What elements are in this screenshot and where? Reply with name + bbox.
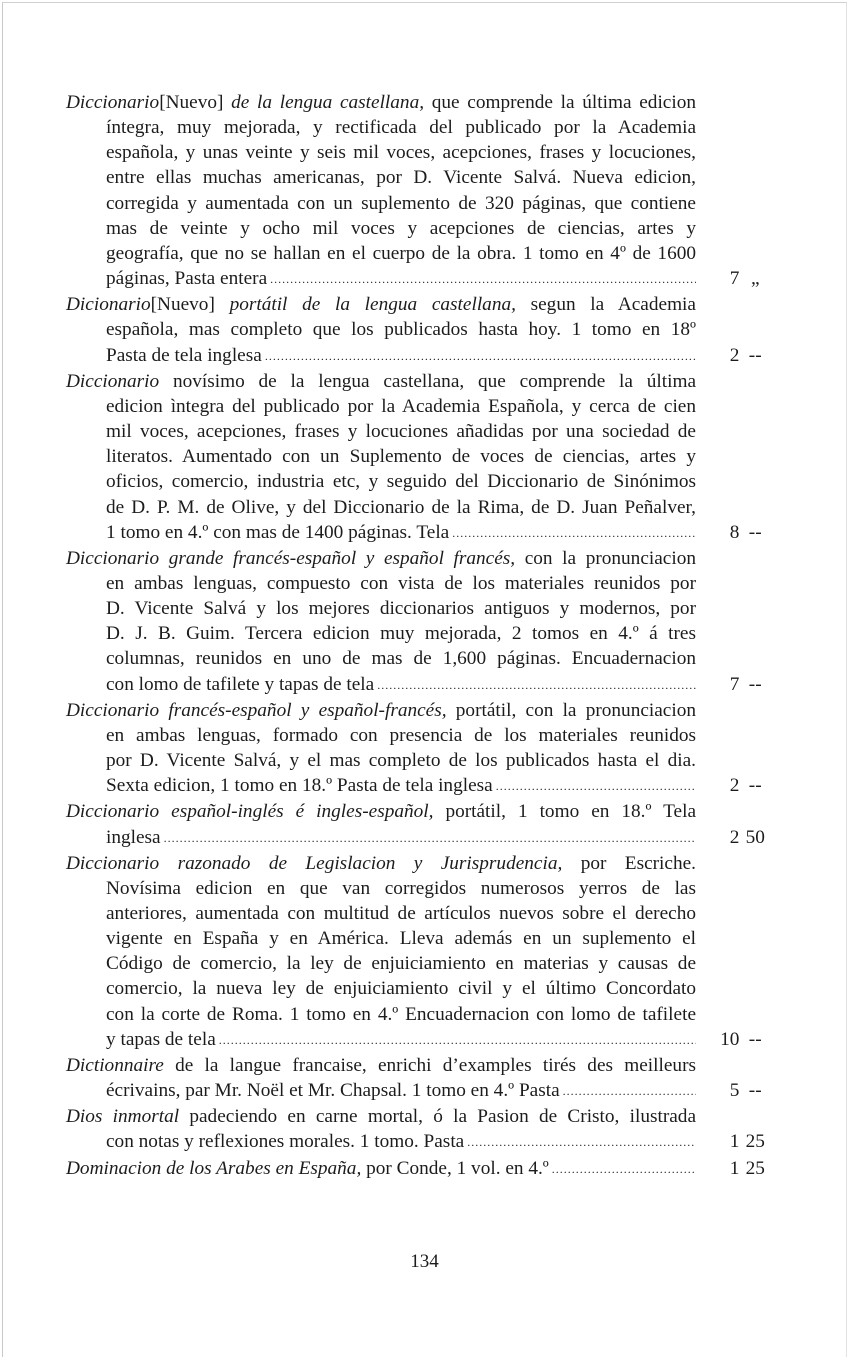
entry-title: Diccionario grande francés-español y español francés,	[66, 547, 516, 569]
catalog-entry	[66, 799, 771, 850]
entry-line-text	[66, 748, 696, 773]
entry-text: [Nuevo]	[150, 294, 230, 316]
entry-line	[66, 1002, 771, 1027]
price-cents: 25	[745, 1157, 765, 1179]
entry-text: mas de veinte y ocho mil voces y acepciones de ciencias, artes y	[106, 217, 696, 239]
entry-title-italic: de la lengua castellana,	[231, 92, 425, 113]
entry-text: en ambas lenguas, formado con presencia de los materiales reunidos	[106, 724, 696, 746]
entry-text: corregida y aumentada con un suplemento de 320 páginas, que contiene	[106, 192, 696, 214]
entry-line-text	[66, 1053, 696, 1078]
entry-title: Dictionnaire	[66, 1054, 164, 1076]
entry-title: Diccionario razonado de Legislacion y Jurisprudencia,	[66, 852, 563, 874]
entry-line	[66, 621, 771, 646]
entry-line-text	[66, 698, 696, 723]
entry-line	[66, 876, 771, 901]
entry-text: oficios, comercio, industria etc, y seguido del Diccionario de Sinónimos	[106, 471, 696, 493]
entry-line	[66, 520, 771, 546]
entry-line-text	[66, 165, 696, 190]
entry-line-text	[66, 216, 696, 241]
entry-text: española, mas completo que los publicados hasta hoy. 1 tomo en 18º	[106, 319, 696, 341]
entry-line	[66, 748, 771, 773]
entry-line	[66, 1129, 771, 1155]
dot-leader	[563, 1078, 696, 1104]
catalog-entry	[66, 1053, 771, 1104]
entry-text: portátil, con la pronunciacion	[446, 699, 697, 721]
page-number: 134	[410, 1251, 439, 1272]
entry-title: Dominacion de los Arabes en España,	[66, 1157, 362, 1179]
entry-line-body	[66, 1156, 549, 1182]
entry-line	[66, 469, 771, 494]
entry-line-text	[66, 343, 696, 369]
entry-line-text	[66, 901, 696, 926]
entry-line	[66, 1027, 771, 1053]
dot-leader	[452, 520, 696, 546]
price-cents: --	[748, 1028, 762, 1050]
entry-line	[66, 317, 771, 342]
entry-text: en ambas lenguas, compuesto con vista de los materiales reunidos por	[106, 572, 696, 594]
catalog-entry	[66, 1104, 771, 1155]
entry-line-text	[66, 520, 696, 546]
entry-text: por Escriche.	[562, 852, 696, 874]
entry-line	[66, 825, 771, 851]
price-cents: --	[748, 673, 762, 695]
entry-line-text	[66, 394, 696, 419]
dot-leader	[552, 1156, 696, 1182]
entry-line	[66, 444, 771, 469]
price-pesos: 1	[729, 1157, 740, 1179]
entry-line	[66, 191, 771, 216]
entry-line-text	[66, 646, 696, 671]
entry-text: 1 tomo en 4.º con mas de 1400 páginas. Tela	[106, 521, 450, 543]
entry-line-text	[66, 1129, 696, 1155]
entry-line-text	[66, 140, 696, 165]
entry-line-body	[106, 1129, 464, 1155]
entry-text: y tapas de tela	[106, 1028, 216, 1050]
entry-line-text	[66, 621, 696, 646]
entry-line	[66, 1053, 771, 1078]
entry-line	[66, 901, 771, 926]
entry-title: Diccionario	[66, 370, 160, 392]
entry-text: segun la Academia	[515, 294, 696, 316]
price-pesos: 10	[720, 1028, 740, 1050]
entry-line-text	[66, 951, 696, 976]
entry-line-text	[66, 825, 696, 851]
entry-line	[66, 241, 771, 266]
catalog-entry	[66, 90, 771, 292]
price-cents: --	[748, 521, 762, 543]
entry-line	[66, 596, 771, 621]
entry-text: padeciendo en carne mortal, ó la Pasion de Cristo, ilustrada	[179, 1106, 697, 1128]
entry-line	[66, 926, 771, 951]
entry-line	[66, 646, 771, 671]
catalog-listing	[66, 90, 771, 1182]
price-pesos: 7	[729, 673, 740, 695]
entry-line-text	[66, 926, 696, 951]
entry-text: vigente en España y en América. Lleva además en un suplemento el	[106, 928, 696, 950]
entry-text: comercio, la nueva ley de enjuiciamiento civil y el último Concordato	[106, 978, 696, 1000]
entry-text: Novísima edicion en que van corregidos numerosos yerros de las	[106, 877, 696, 899]
entry-line	[66, 90, 771, 115]
entry-line	[66, 976, 771, 1001]
entry-text: Pasta de tela inglesa	[106, 344, 262, 366]
entry-line	[66, 495, 771, 520]
entry-text: de D. P. M. de Olive, y del Diccionario de la Rima, de D. Juan Peñalver,	[106, 496, 696, 518]
entry-line-text	[66, 596, 696, 621]
entry-line-text	[66, 571, 696, 596]
entry-line-text	[66, 1002, 696, 1027]
entry-text: anteriores, aumentada con multitud de artículos nuevos sobre el derecho	[106, 903, 696, 924]
entry-line	[66, 292, 771, 317]
price-pesos: 1	[729, 1131, 740, 1153]
entry-text: columnas, reunidos en uno de mas de 1,600 páginas. Encuadernacion	[106, 648, 696, 670]
entry-line	[66, 1104, 771, 1129]
price-pesos: 2	[729, 826, 740, 848]
entry-line-text	[66, 369, 696, 394]
entry-line-body	[106, 343, 262, 369]
dot-leader	[467, 1129, 696, 1155]
entry-line	[66, 951, 771, 976]
entry-title: Dios inmortal	[66, 1106, 180, 1128]
entry-line-text	[66, 672, 696, 698]
dot-leader	[496, 773, 696, 799]
entry-text: española, y unas veinte y seis mil voces, acepciones, frases y locuciones,	[106, 142, 696, 164]
entry-line	[66, 723, 771, 748]
catalog-entry	[66, 698, 771, 800]
entry-text: con la corte de Roma. 1 tomo en 4.º Encuadernacion con lomo de tafilete	[106, 1003, 696, 1025]
price-pesos: 7	[729, 268, 740, 290]
entry-title: Diccionario español-inglés é ingles-español,	[66, 801, 434, 823]
entry-line	[66, 773, 771, 799]
entry-text: que comprende la última edicion	[424, 92, 696, 113]
entry-text: novísimo de la lengua castellana, que comprende la última	[159, 370, 696, 392]
dot-leader	[377, 672, 696, 698]
catalog-entry	[66, 1156, 771, 1182]
entry-text: portátil, 1 tomo en 18.º Tela	[433, 801, 697, 823]
entry-text: de la langue francaise, enrichi d’examples tirés des meilleurs	[163, 1054, 696, 1076]
entry-line	[66, 571, 771, 596]
price-cents: 50	[745, 826, 765, 848]
dot-leader	[219, 1027, 696, 1053]
entry-line-text	[66, 723, 696, 748]
catalog-entry	[66, 546, 771, 698]
entry-line-text	[66, 773, 696, 799]
entry-line	[66, 266, 771, 292]
dot-leader	[270, 266, 696, 292]
entry-line	[66, 419, 771, 444]
entry-line-text	[66, 1104, 696, 1129]
price-cents: „	[750, 268, 760, 290]
entry-text: con lomo de tafilete y tapas de tela	[106, 673, 375, 695]
entry-title: Diccionario	[66, 92, 160, 113]
entry-text: edicion ìntegra del publicado por la Academia Española, y cerca de cien	[106, 395, 696, 417]
entry-line-body	[106, 520, 449, 546]
entry-line-text	[66, 546, 696, 571]
entry-text: literatos. Aumentado con un Suplemento de voces de ciencias, artes y	[106, 446, 696, 468]
entry-text: entre ellas muchas americanas, por D. Vicente Salvá. Nueva edicion,	[106, 167, 696, 189]
entry-line-body	[106, 773, 493, 799]
dot-leader	[265, 343, 696, 369]
entry-title: Dicionario	[66, 294, 151, 316]
entry-line-text	[66, 90, 696, 115]
entry-line	[66, 799, 771, 824]
entry-line-text	[66, 444, 696, 469]
price-cents: --	[748, 1080, 762, 1102]
entry-line	[66, 115, 771, 140]
catalog-entry	[66, 369, 771, 546]
entry-line-text	[66, 1156, 696, 1182]
entry-line-text	[66, 1078, 696, 1104]
entry-line	[66, 394, 771, 419]
catalog-entry	[66, 851, 771, 1053]
entry-line-body	[106, 672, 374, 698]
dot-leader	[164, 825, 696, 851]
entry-text: con notas y reflexiones morales. 1 tomo. Pasta	[106, 1131, 465, 1153]
price-pesos: 5	[729, 1080, 740, 1102]
entry-line-text	[66, 851, 696, 876]
entry-line-body	[106, 1078, 560, 1104]
entry-line-text	[66, 266, 696, 292]
entry-line-body	[106, 1027, 216, 1053]
entry-text: por Conde, 1 vol. en 4.º	[361, 1157, 549, 1179]
entry-text: Código de comercio, la ley de enjuiciamiento en materias y causas de	[106, 953, 696, 975]
price-cents: --	[748, 775, 762, 797]
entry-line-body	[106, 825, 161, 851]
entry-line-text	[66, 495, 696, 520]
entry-text: D. Vicente Salvá y los mejores diccionarios antiguos y modernos, por	[106, 598, 696, 620]
entry-line-text	[66, 799, 696, 824]
entry-text: con la pronunciacion	[515, 547, 696, 569]
price-cents: --	[748, 344, 762, 366]
entry-line-text	[66, 191, 696, 216]
entry-text: inglesa	[106, 826, 161, 848]
entry-text: [Nuevo]	[159, 92, 232, 113]
entry-line-text	[66, 876, 696, 901]
entry-line-text	[66, 1027, 696, 1053]
entry-line-text	[66, 976, 696, 1001]
entry-line	[66, 1156, 771, 1182]
entry-line	[66, 851, 771, 876]
catalog-entry	[66, 292, 771, 368]
entry-title-italic: portátil de la lengua castellana,	[229, 294, 516, 316]
entry-text: Sexta edicion, 1 tomo en 18.º Pasta de tela inglesa	[106, 775, 493, 797]
entry-title: Diccionario francés-español y español-francés,	[66, 699, 447, 721]
entry-text: D. J. B. Guim. Tercera edicion muy mejorada, 2 tomos en 4.º á tres	[106, 623, 696, 645]
entry-line-body	[106, 266, 267, 292]
price-cents: 25	[745, 1131, 765, 1153]
entry-line-text	[66, 469, 696, 494]
entry-line-text	[66, 115, 696, 140]
entry-text: geografía, que no se hallan en el cuerpo de la obra. 1 tomo en 4º de 1600	[106, 242, 696, 264]
entry-line	[66, 698, 771, 723]
entry-text: mil voces, acepciones, frases y locuciones añadidas por una sociedad de	[106, 421, 696, 443]
entry-text: écrivains, par Mr. Noël et Mr. Chapsal. 1 tomo en 4.º Pasta	[106, 1080, 560, 1102]
price-pesos: 2	[729, 344, 740, 366]
entry-line	[66, 216, 771, 241]
entry-line	[66, 1078, 771, 1104]
entry-line	[66, 546, 771, 571]
entry-line	[66, 672, 771, 698]
entry-line	[66, 165, 771, 190]
entry-text: por D. Vicente Salvá, y el mas completo de los publicados hasta el dia.	[106, 750, 696, 772]
entry-line-text	[66, 317, 696, 342]
price-pesos: 8	[729, 521, 740, 543]
entry-line	[66, 140, 771, 165]
price-pesos: 2	[729, 775, 740, 797]
entry-text: páginas, Pasta entera	[106, 268, 268, 290]
entry-line	[66, 369, 771, 394]
entry-line-text	[66, 241, 696, 266]
entry-line-text	[66, 292, 696, 317]
entry-text: íntegra, muy mejorada, y rectificada del publicado por la Academia	[106, 117, 696, 139]
entry-line-text	[66, 419, 696, 444]
entry-line	[66, 343, 771, 369]
